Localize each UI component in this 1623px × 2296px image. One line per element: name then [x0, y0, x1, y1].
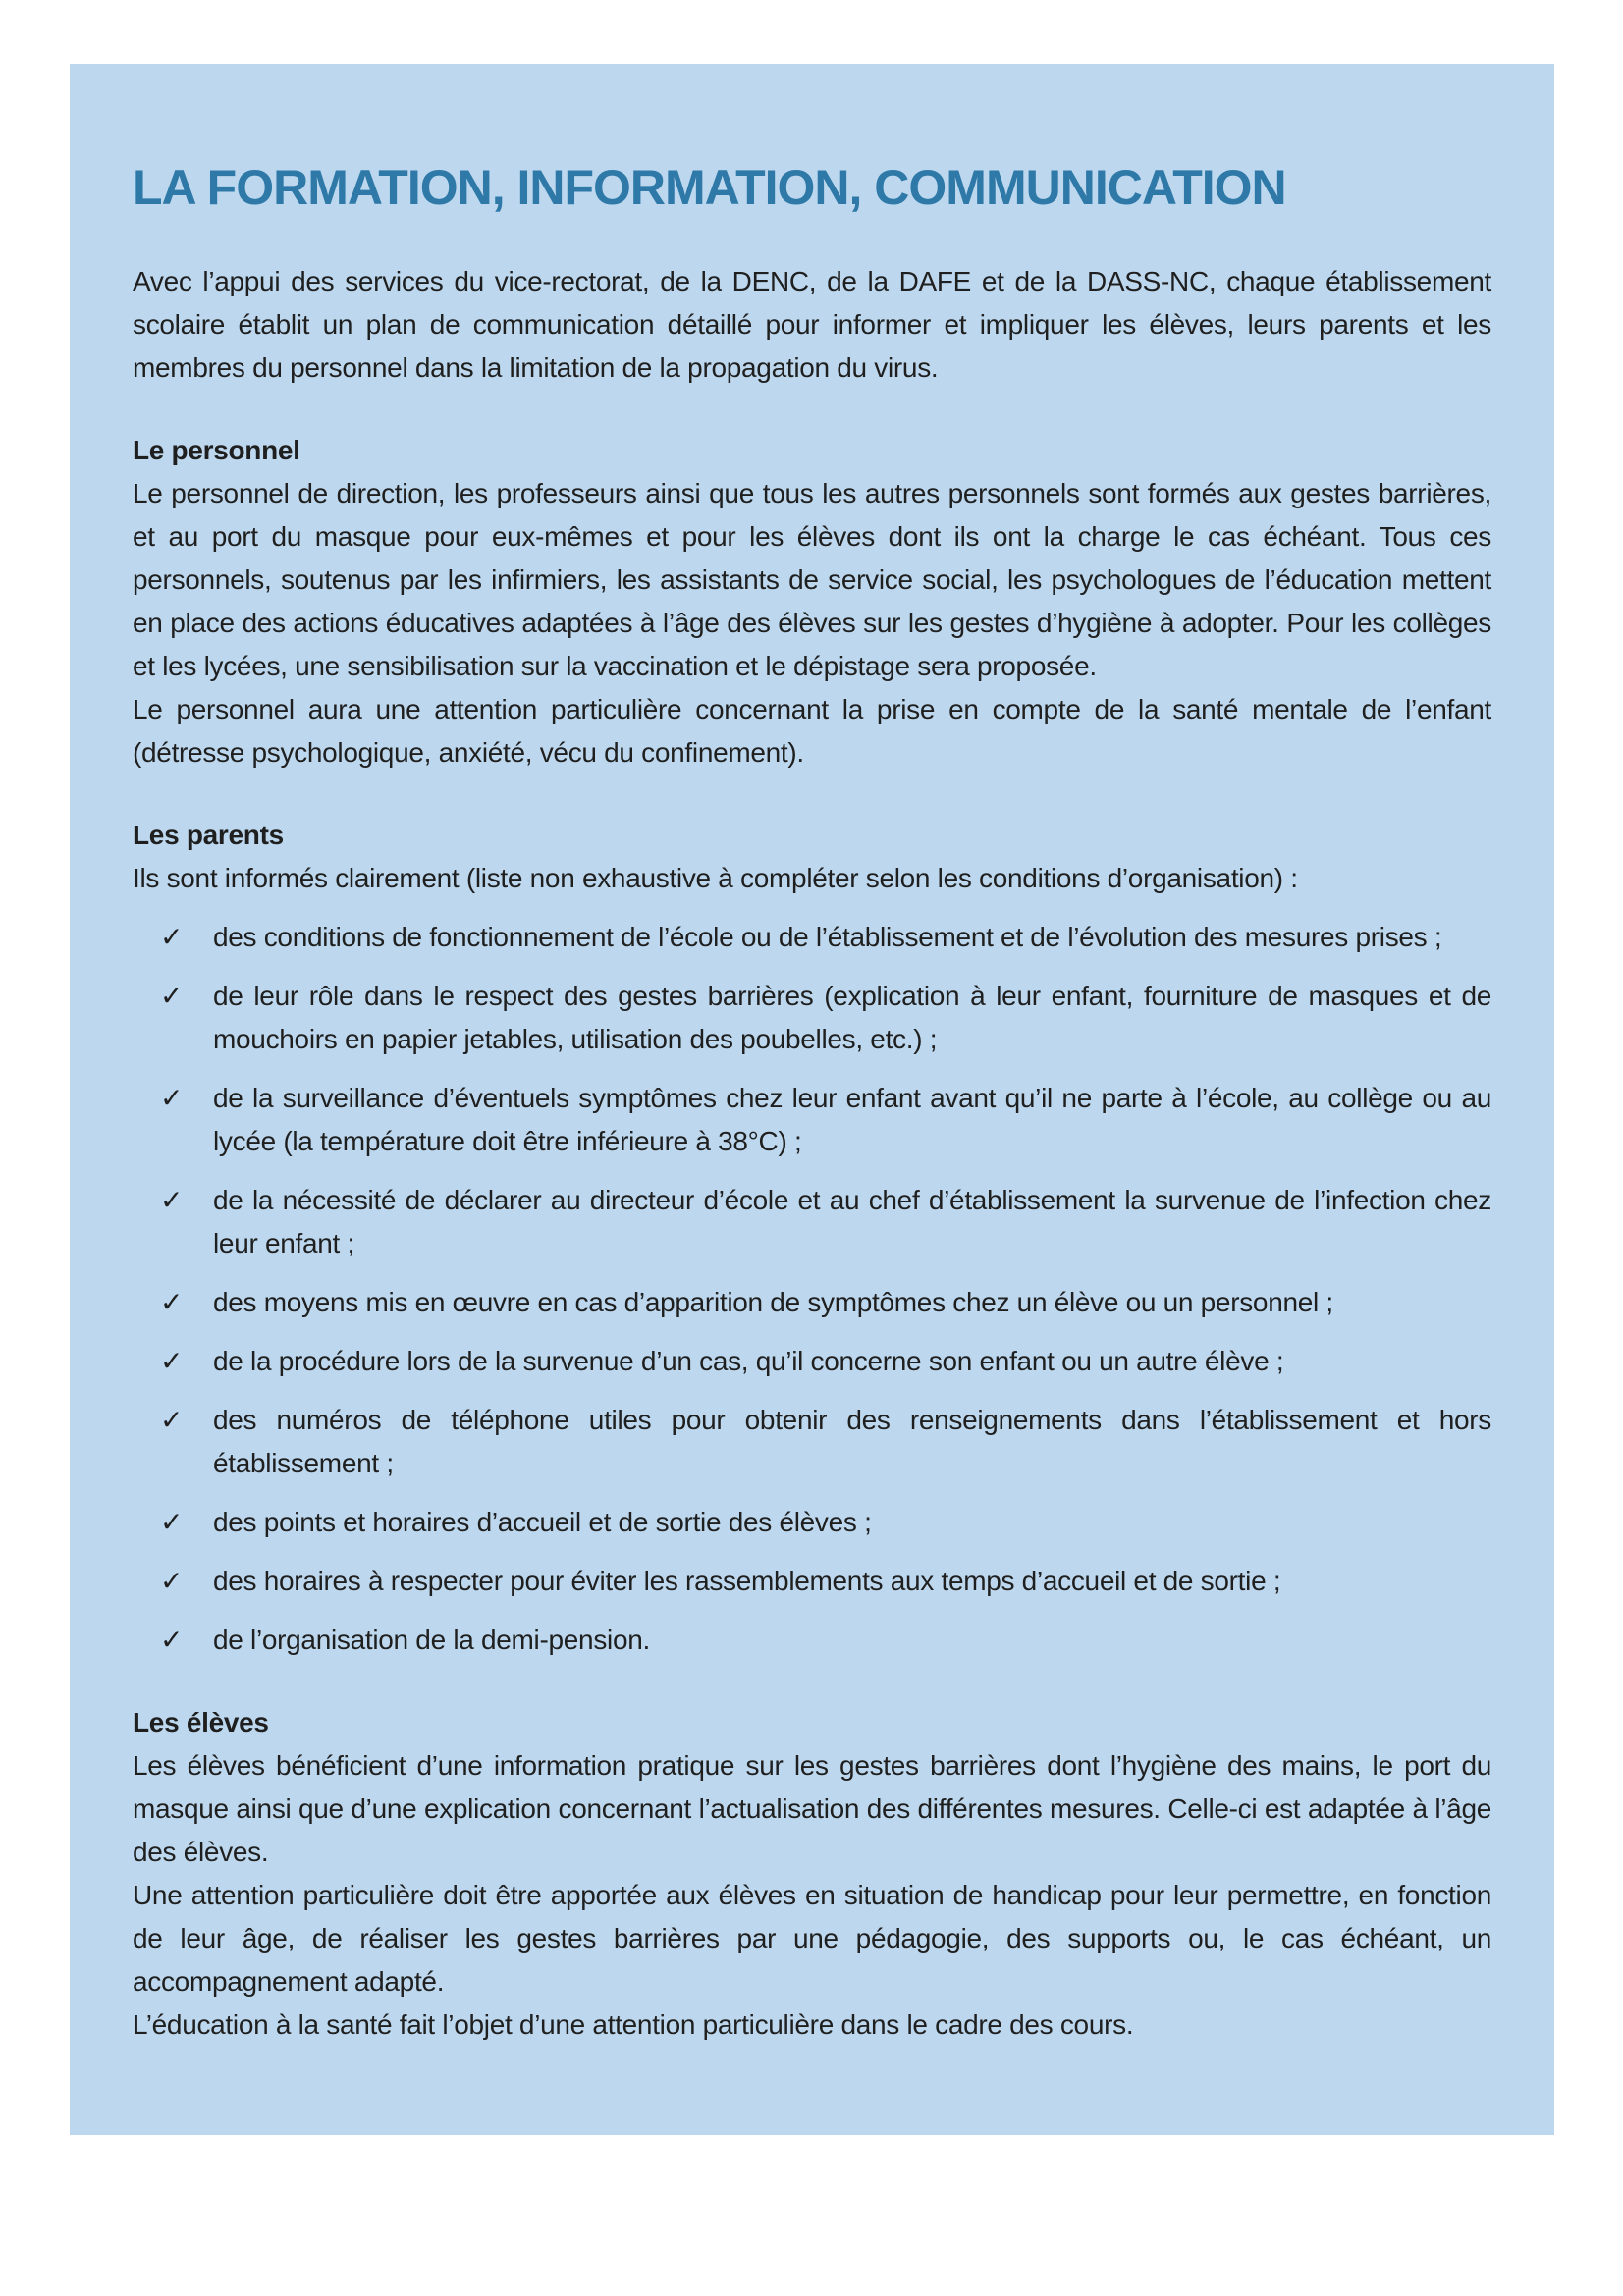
content-panel [70, 64, 1554, 2135]
list-item [133, 975, 1491, 1061]
list-item [133, 1501, 1491, 1544]
checkmark-icon: ✓ [160, 1346, 184, 1376]
bullet-text: des conditions de fonctionnement de l’école ou de l’établissement et de l’évolution des mesures prises ; [213, 922, 1442, 952]
bullet-text: de la surveillance d’éventuels symptômes chez leur enfant avant qu’il ne parte à l’école, au collège ou au lycée (la température doit être inférieure à 38°C) ; [213, 1083, 1491, 1156]
checkmark-icon: ✓ [160, 1625, 184, 1655]
checkmark-icon: ✓ [160, 1405, 184, 1435]
bullet-text: de la procédure lors de la survenue d’un cas, qu’il concerne son enfant ou un autre élève ; [213, 1346, 1284, 1376]
checkmark-icon: ✓ [160, 1287, 184, 1317]
list-item [133, 1179, 1491, 1265]
list-item [133, 1077, 1491, 1163]
checkmark-icon: ✓ [160, 1566, 184, 1596]
section-personnel-paragraph: Le personnel aura une attention particulière concernant la prise en compte de la santé mentale de l’enfant (détresse psychologique, anxiété, vécu du confinement). [133, 694, 1491, 768]
section-eleves-paragraph: Une attention particulière doit être apportée aux élèves en situation de handicap pour leur permettre, en fonction de leur âge, de réaliser les gestes barrières par une pédagogie, des supports ou, le cas échéant, un accompagnement adapté. [133, 1880, 1491, 1997]
bullet-text: de leur rôle dans le respect des gestes barrières (explication à leur enfant, fourniture de masques et de mouchoirs en papier jetables, utilisation des poubelles, etc.) ; [213, 981, 1491, 1054]
list-item [133, 1340, 1491, 1383]
bullet-text: des points et horaires d’accueil et de sortie des élèves ; [213, 1507, 872, 1537]
section-personnel-paragraph: Le personnel de direction, les professeurs ainsi que tous les autres personnels sont formés aux gestes barrières, et au port du masque pour eux-mêmes et pour les élèves dont ils ont la charge le cas échéant. Tous ces personnels, soutenus par les infirmiers, les assistants de service social, les psychologues de l’éducation mettent en place des actions éducatives adaptées à l’âge des élèves sur les gestes d’hygiène à adopter. Pour les collèges et les lycées, une sensibilisation sur la vaccination et le dépistage sera proposée. [133, 478, 1491, 681]
checkmark-icon: ✓ [160, 1185, 184, 1215]
list-item [133, 1399, 1491, 1485]
bullet-text: des moyens mis en œuvre en cas d’apparition de symptômes chez un élève ou un personnel ; [213, 1287, 1333, 1317]
section-eleves-heading: Les élèves [133, 1707, 269, 1737]
parents-bullet-list [133, 916, 1491, 1662]
bullet-text: de la nécessité de déclarer au directeur d’école et au chef d’établissement la survenue de l’infection chez leur enfant ; [213, 1185, 1491, 1258]
checkmark-icon: ✓ [160, 922, 184, 952]
page-title: LA FORMATION, INFORMATION, COMMUNICATION [133, 160, 1286, 215]
checkmark-icon: ✓ [160, 1507, 184, 1537]
list-item [133, 1619, 1491, 1662]
section-parents-heading: Les parents [133, 820, 284, 850]
list-item [133, 916, 1491, 959]
list-item [133, 1281, 1491, 1324]
section-eleves-paragraph: L’éducation à la santé fait l’objet d’une attention particulière dans le cadre des cours. [133, 2009, 1134, 2040]
section-personnel-heading: Le personnel [133, 435, 300, 465]
intro-paragraph: Avec l’appui des services du vice-rectorat, de la DENC, de la DAFE et de la DASS-NC, chaque établissement scolaire établit un plan de communication détaillé pour informer et impliquer les élèves, leurs parents et les membres du personnel dans la limitation de la propagation du virus. [133, 266, 1491, 383]
bullet-text: des horaires à respecter pour éviter les rassemblements aux temps d’accueil et de sortie ; [213, 1566, 1281, 1596]
bullet-text: des numéros de téléphone utiles pour obtenir des renseignements dans l’établissement et hors établissement ; [213, 1405, 1491, 1478]
bullet-text: de l’organisation de la demi-pension. [213, 1625, 650, 1655]
checkmark-icon: ✓ [160, 1083, 184, 1113]
section-eleves-paragraph: Les élèves bénéficient d’une information pratique sur les gestes barrières dont l’hygiène des mains, le port du masque ainsi que d’une explication concernant l’actualisation des différentes mesures. Celle-ci est adaptée à l’âge des élèves. [133, 1750, 1491, 1867]
section-parents-intro: Ils sont informés clairement (liste non exhaustive à compléter selon les conditions d’organisation) : [133, 863, 1298, 893]
checkmark-icon: ✓ [160, 981, 184, 1011]
list-item [133, 1560, 1491, 1603]
